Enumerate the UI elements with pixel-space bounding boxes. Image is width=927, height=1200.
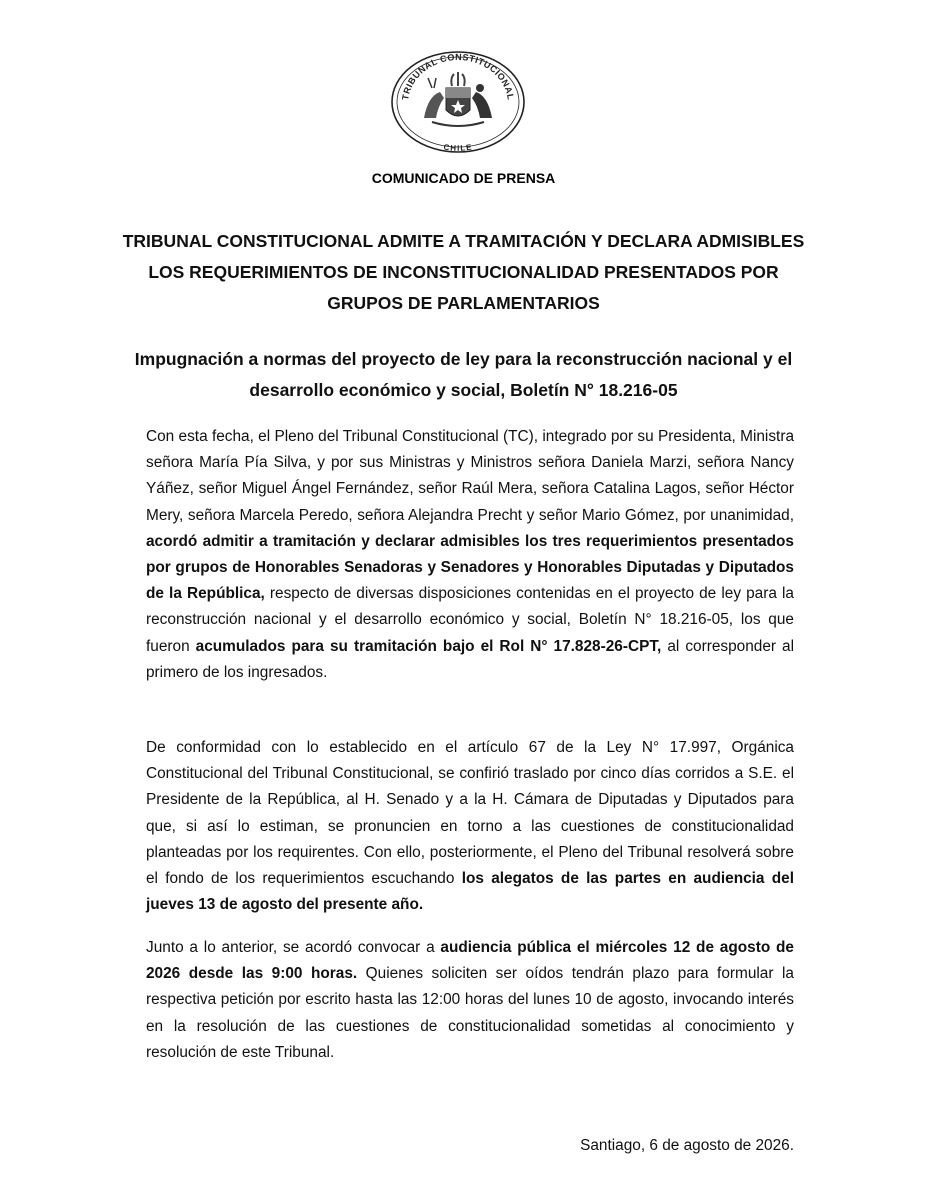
paragraph-1-text-c: al corresponder al primero de los ingresados.: [146, 637, 794, 681]
paragraph-3-text-b: Quienes soliciten ser oídos tendrán plazo para formular la respectiva petición por escrito hasta las 12:00 horas del lunes 10 de agosto, invocando interés en la resolución de las cuestiones de constitucionalidad sometidas al conocimiento y resolución de este Tribunal.: [146, 965, 794, 1061]
press-release-label: COMUNICADO DE PRENSA: [371, 170, 556, 186]
paragraph-3: [146, 935, 794, 1066]
paragraph-1-text-b: respecto de diversas disposiciones contenidas en el proyecto de ley para la reconstrucción nacional y el desarrollo económico y social, Boletín N° 18.216-05, los que fueron: [146, 585, 794, 655]
seal-top-text: TRIBUNAL CONSTITUCIONAL: [400, 51, 516, 101]
paragraph-1: [146, 424, 794, 686]
paragraph-3-text-a: Junto a lo anterior, se acordó convocar a: [146, 939, 441, 956]
dateline: Santiago, 6 de agosto de 2026.: [580, 1137, 794, 1154]
paragraph-2: [146, 735, 794, 918]
paragraph-1-bold-b: acumulados para su tramitación bajo el Rol N° 17.828-26-CPT,: [195, 637, 662, 655]
tribunal-seal-logo: [388, 48, 528, 156]
paragraph-1-bold-a: acordó admitir a tramitación y declarar admisibles los tres requerimientos presentados por grupos de Honorables Senadoras y Senadores y Honorables Diputadas y Diputados de la República,: [146, 532, 794, 603]
seal-bottom-text: CHILE: [442, 142, 474, 153]
paragraph-3-bold-a: audiencia pública el miércoles 12 de agosto de 2026 desde las 9:00 horas.: [146, 939, 794, 983]
paragraph-2-text-a: De conformidad con lo establecido en el artículo 67 de la Ley N° 17.997, Orgánica Constitucional del Tribunal Constitucional, se confirió traslado por cinco días corridos a S.E. el Presidente de la República, al H. Senado y a la H. Cámara de Diputadas y Diputados para que, si así lo estiman, se pronuncien en torno a las cuestiones de constitucionalidad planteadas por los requirentes. Con ello, posteriormente, el Pleno del Tribunal resolverá sobre el fondo de los requerimientos escuchando: [146, 739, 794, 888]
paragraph-1-text-a: Con esta fecha, el Pleno del Tribunal Constitucional (TC), integrado por su Presidenta, Ministra señora María Pía Silva, y por sus Ministras y Ministros señora Daniela Marzi, señora Nancy Yáñez, señor Miguel Ángel Fernández, señor Raúl Mera, señora Catalina Lagos, señor Héctor Mery, señora Marcela Peredo, señora Alejandra Precht y señor Mario Gómez, por unanimidad,: [146, 428, 794, 524]
headline: TRIBUNAL CONSTITUCIONAL ADMITE A TRAMITACIÓN Y DECLARA ADMISIBLES LOS REQUERIMIENTOS DE INCONSTITUCIONALIDAD PRESENTADOS POR GRUPOS DE PARLAMENTARIOS: [122, 231, 805, 313]
paragraph-2-bold-a: los alegatos de las partes en audiencia del jueves 13 de agosto del presente año.: [146, 870, 794, 914]
subheadline: Impugnación a normas del proyecto de ley para la reconstrucción nacional y el desarrollo económico y social, Boletín N° 18.216-05: [134, 349, 793, 400]
svg-text:CHILE: [443, 143, 473, 153]
